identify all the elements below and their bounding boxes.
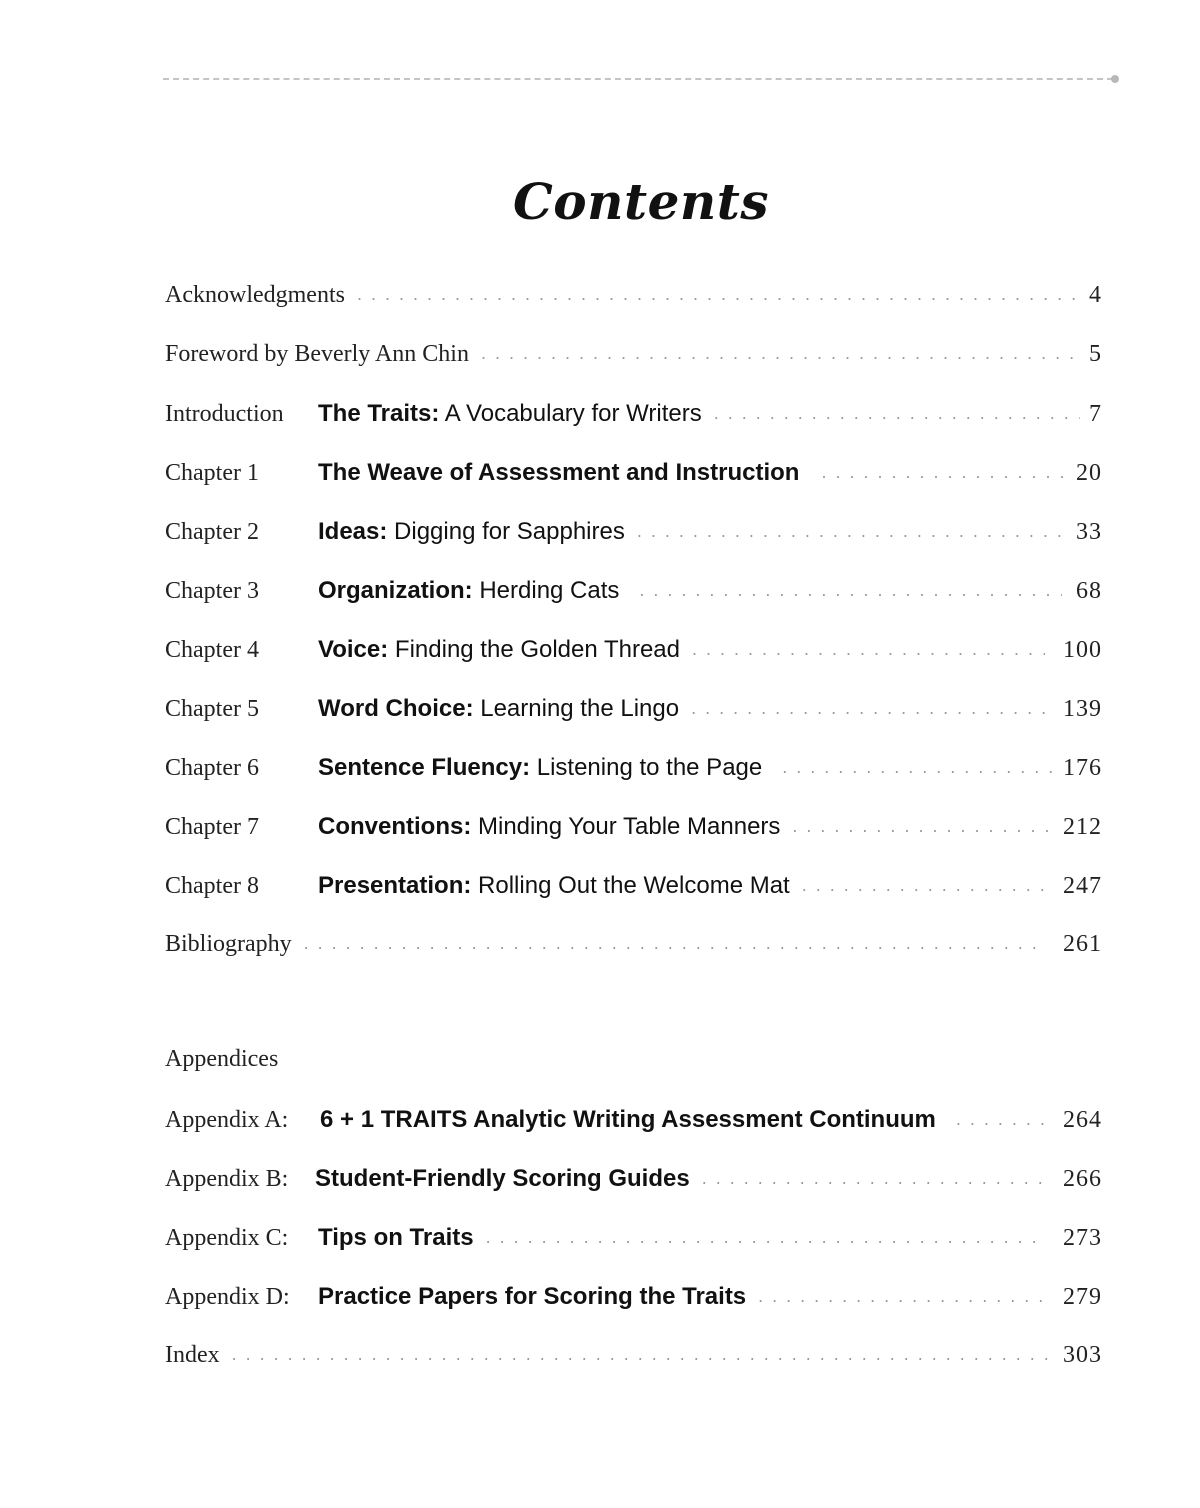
entry-title — [318, 1224, 474, 1252]
dot-leader — [714, 403, 1080, 424]
entry-title-subtitle: Herding Cats — [472, 577, 620, 604]
dot-leader — [758, 1286, 1045, 1307]
page-number: 176 — [1063, 755, 1102, 781]
entry-label: Chapter 7 — [165, 814, 259, 840]
entry-title-bold: Presentation: — [318, 872, 472, 899]
entry-title-subtitle: Rolling Out the Welcome Mat — [471, 872, 790, 899]
entry-title-bold: Tips on Traits — [318, 1224, 474, 1251]
entry-label: Bibliography — [165, 931, 292, 957]
entry-title-subtitle: Listening to the Page — [530, 754, 763, 781]
entry-title — [318, 636, 680, 664]
entry-title — [318, 754, 762, 782]
entry-label: Index — [165, 1342, 220, 1368]
entry-title-bold: 6 + 1 TRAITS Analytic Writing Assessment Continuum — [320, 1106, 936, 1133]
toc-entry-appendix-b[interactable] — [165, 1165, 1102, 1205]
dot-leader — [792, 816, 1055, 837]
entry-title-bold: Word Choice: — [318, 695, 474, 722]
entry-label: Chapter 2 — [165, 519, 259, 545]
entry-title — [318, 400, 702, 428]
entry-title-bold: Student-Friendly Scoring Guides — [315, 1165, 690, 1192]
entry-title — [318, 518, 625, 546]
entry-label: Chapter 5 — [165, 696, 259, 722]
dot-leader — [956, 1109, 1055, 1130]
entry-label: Appendix A: — [165, 1107, 289, 1133]
dot-leader — [232, 1344, 1055, 1365]
toc-entry-appendix-d[interactable] — [165, 1283, 1102, 1323]
page-number: 303 — [1063, 1342, 1102, 1368]
page-number: 212 — [1063, 814, 1102, 840]
entry-label: Foreword by Beverly Ann Chin — [165, 341, 469, 367]
page-number: 33 — [1076, 519, 1102, 545]
dot-leader — [782, 757, 1055, 778]
toc-entry-appendix-c[interactable] — [165, 1224, 1102, 1264]
entry-label: Introduction — [165, 401, 284, 427]
entry-title — [320, 1106, 936, 1134]
entry-title-subtitle: A Vocabulary for Writers — [439, 400, 702, 427]
entry-label: Chapter 4 — [165, 637, 259, 663]
page-number: 266 — [1063, 1166, 1102, 1192]
dot-leader — [802, 875, 1055, 896]
entry-label: Appendix D: — [165, 1284, 290, 1310]
dot-leader — [304, 933, 1045, 954]
toc-entry-introduction[interactable] — [165, 400, 1102, 440]
toc-entry-chapter-8[interactable] — [165, 872, 1102, 912]
page-title: Contents — [512, 172, 769, 231]
decorative-dashed-rule — [163, 78, 1113, 80]
page-number: 247 — [1063, 873, 1102, 899]
entry-title — [318, 577, 619, 605]
toc-entry-chapter-3[interactable] — [165, 577, 1102, 617]
page-number: 279 — [1063, 1284, 1102, 1310]
toc-entry-chapter-6[interactable] — [165, 754, 1102, 794]
toc-entry-appendix-a[interactable] — [165, 1106, 1102, 1146]
entry-title-subtitle: Finding the Golden Thread — [388, 636, 680, 663]
entry-title — [318, 459, 799, 487]
entry-label: Acknowledgments — [165, 282, 345, 308]
toc-entry-index[interactable] — [165, 1342, 1102, 1382]
entry-title-subtitle: Minding Your Table Manners — [471, 813, 781, 840]
entry-title-bold: The Weave of Assessment and Instruction — [318, 459, 800, 486]
toc-entry-chapter-2[interactable] — [165, 518, 1102, 558]
entry-title-bold: The Traits: — [318, 400, 440, 427]
dot-leader — [486, 1227, 1045, 1248]
entry-title-bold: Conventions: — [318, 813, 472, 840]
entry-label: Appendix C: — [165, 1225, 289, 1251]
toc-entry-chapter-1[interactable] — [165, 459, 1102, 499]
page-number: 139 — [1063, 696, 1102, 722]
toc-entry-chapter-5[interactable] — [165, 695, 1102, 735]
entry-label: Chapter 1 — [165, 460, 259, 486]
toc-entry-acknowledgments[interactable] — [165, 282, 1102, 322]
page-number: 4 — [1089, 282, 1102, 308]
entry-title-subtitle: Digging for Sapphires — [387, 518, 625, 545]
entry-title — [315, 1165, 690, 1193]
page-number: 100 — [1063, 637, 1102, 663]
entry-label: Appendix B: — [165, 1166, 289, 1192]
entry-label: Chapter 3 — [165, 578, 259, 604]
dot-leader — [481, 343, 1080, 364]
entry-title-bold: Voice: — [318, 636, 389, 663]
page-number: 261 — [1063, 931, 1102, 957]
decorative-rule-end-dot — [1111, 75, 1119, 83]
appendices-heading: Appendices — [165, 1046, 279, 1072]
toc-entry-chapter-7[interactable] — [165, 813, 1102, 853]
entry-title-bold: Ideas: — [318, 518, 388, 545]
dot-leader — [637, 521, 1068, 542]
entry-title-bold: Practice Papers for Scoring the Traits — [318, 1283, 747, 1310]
entry-title — [318, 872, 790, 900]
page-number: 20 — [1076, 460, 1102, 486]
page-number: 68 — [1076, 578, 1102, 604]
dot-leader — [691, 698, 1045, 719]
entry-title-subtitle: Learning the Lingo — [473, 695, 680, 722]
entry-label: Chapter 6 — [165, 755, 259, 781]
dot-leader — [702, 1168, 1045, 1189]
page-number: 7 — [1089, 401, 1102, 427]
page-number: 264 — [1063, 1107, 1102, 1133]
entry-title-bold: Sentence Fluency: — [318, 754, 531, 781]
entry-title — [318, 813, 780, 841]
dot-leader — [357, 284, 1080, 305]
dot-leader — [821, 462, 1068, 483]
toc-entry-foreword[interactable] — [165, 341, 1102, 381]
entry-label: Chapter 8 — [165, 873, 259, 899]
dot-leader — [692, 639, 1045, 660]
toc-entry-chapter-4[interactable] — [165, 636, 1102, 676]
dot-leader — [639, 580, 1062, 601]
page-number: 273 — [1063, 1225, 1102, 1251]
page-number: 5 — [1089, 341, 1102, 367]
entry-title — [318, 695, 679, 723]
entry-title — [318, 1283, 746, 1311]
entry-title-bold: Organization: — [318, 577, 473, 604]
toc-entry-bibliography[interactable] — [165, 931, 1102, 971]
